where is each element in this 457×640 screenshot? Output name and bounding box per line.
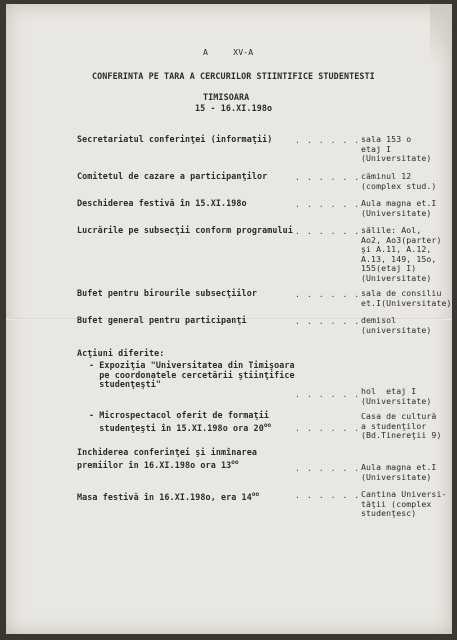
dinner-location: Cantina Universi- tăţii (complex studenţesc): [361, 489, 447, 519]
entry-leader: . . . . . .: [295, 226, 361, 236]
annex-label: A XV-A: [203, 47, 254, 57]
entry-leader: . . . . . .: [295, 172, 361, 182]
document-page: [6, 4, 452, 634]
date-heading: 15 - 16.XI.198o: [195, 103, 273, 113]
entry-label-accommodation: Comitetul de cazare a participanţilor: [77, 171, 268, 181]
document-title: CONFERINTA PE TARA A CERCURILOR STIINTIFICE STUDENTESTI: [92, 71, 375, 81]
entry-location-buffet-offices: sala de consiliu et.I(Universitate): [361, 288, 452, 308]
entry-location-secretariat: sala 153 o etaj I (Universitate): [361, 134, 432, 164]
entry-location-sessions: sălile: Aol, Ao2, Ao3(parter) şi A.11, A.12, A.13, 149, 15o, 155(etaj I) (Universitate): [361, 225, 442, 283]
entry-leader: . . . . . .: [295, 289, 361, 299]
entry-location-accommodation: căminul 12 (complex stud.): [361, 171, 437, 191]
entry-leader: . . . . . .: [295, 135, 361, 145]
entry-leader: . . . . . .: [295, 389, 361, 399]
action-exhibition-location: hol etaj I (Universitate): [361, 386, 432, 406]
entry-location-opening: Aula magna et.I (Universitate): [361, 198, 437, 218]
closing-ceremony: Inchiderea conferinţei şi inmînarea premiilor în 16.XI.198o ora $13^{oo}$: [77, 447, 257, 470]
entry-label-sessions: Lucrările pe subsecţii conform programului: [77, 225, 293, 235]
festive-dinner: Masa festivă în 16.XI.198o, era $14^{oo}$: [77, 491, 260, 502]
action-microspectacle-location: Casa de cultură a studenţilor (Bd.Tinereţii 9): [361, 411, 442, 441]
page-corner-shadow: [430, 4, 452, 64]
entry-label-opening: Deschiderea festivă în 15.XI.198o: [77, 198, 247, 208]
entry-leader: . . . . . .: [295, 423, 361, 433]
action-exhibition: - Expoziţia "Universitatea din Timişoara pe coordonatele cercetării ştiinţifice studenţeşti": [89, 360, 295, 390]
action-microspectacle: - Microspectacol oferit de formaţii studenţeşti în 15.XI.198o ora $20^{oo}$: [89, 410, 272, 433]
entry-label-buffet-general: Bufet general pentru participanţi: [77, 315, 247, 325]
entry-label-buffet-offices: Bufet pentru birourile subsecţiilor: [77, 288, 257, 298]
entry-leader: . . . . . .: [295, 199, 361, 209]
entry-leader: . . . . . .: [295, 463, 361, 473]
city-heading: TIMISOARA: [203, 92, 250, 102]
entry-leader: . . . . . .: [295, 490, 361, 500]
entry-location-buffet-general: demisol (universitate): [361, 315, 432, 335]
actions-heading: Acţiuni diferite:: [77, 348, 165, 358]
closing-location: Aula magna et.I (Universitate): [361, 462, 437, 482]
entry-label-secretariat: Secretariatul conferinţei (informaţii): [77, 134, 273, 144]
entry-leader: . . . . . .: [295, 316, 361, 326]
